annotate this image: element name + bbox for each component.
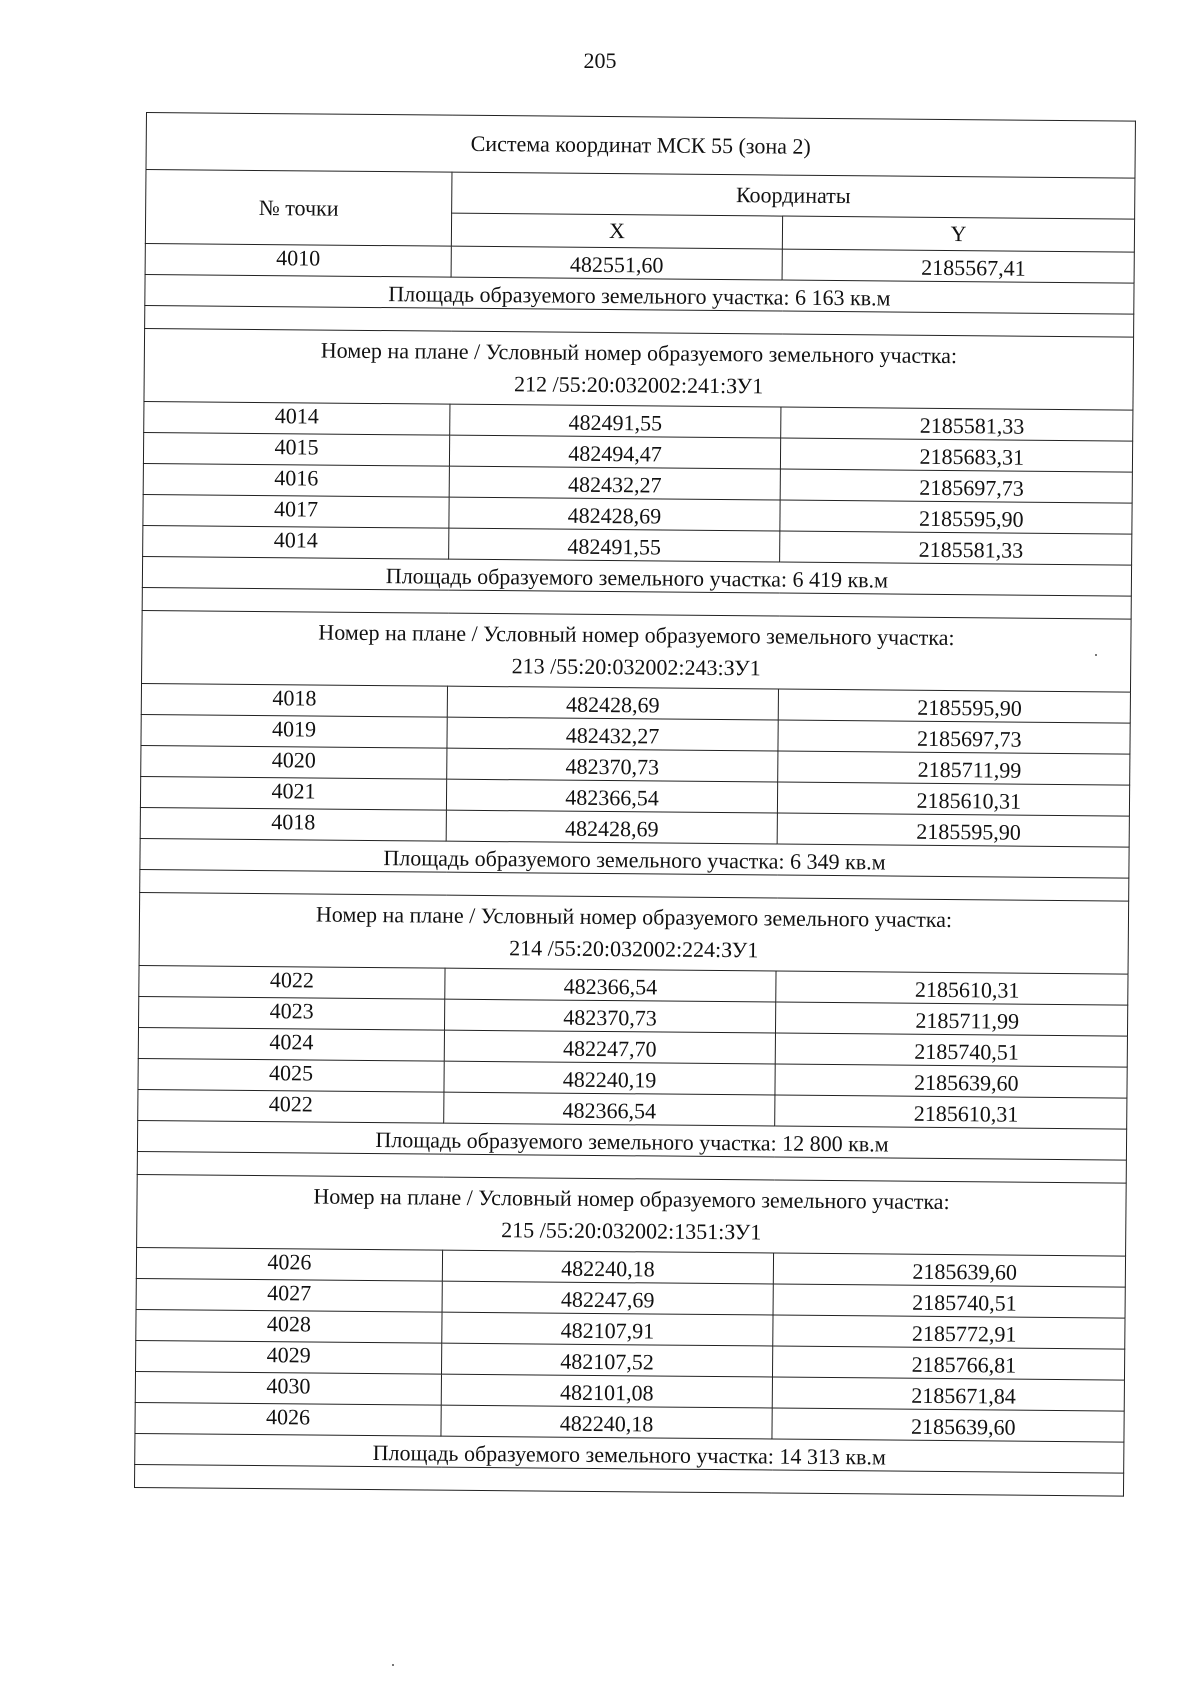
coordinates-table: [134, 112, 1136, 1497]
x-coordinate: 482432,27: [449, 466, 780, 500]
x-coordinate: 482428,69: [449, 497, 780, 531]
scan-speck: [392, 1664, 394, 1666]
point-number: 4024: [138, 1027, 444, 1061]
point-number: 4010: [145, 243, 451, 277]
y-coordinate: 2185581,33: [780, 531, 1132, 565]
point-number: 4026: [136, 1247, 442, 1281]
point-number: 4019: [141, 714, 447, 748]
parcel-header-row: [144, 328, 1134, 410]
x-coordinate: 482494,47: [449, 435, 780, 469]
x-coordinate: 482432,27: [447, 717, 778, 751]
y-coordinate: 2185567,41: [782, 249, 1134, 283]
point-number: 4026: [135, 1402, 441, 1436]
point-number: 4018: [140, 807, 446, 841]
parcel-header: [139, 892, 1129, 974]
parcel-header-row: [142, 610, 1132, 692]
x-coordinate: 482491,55: [449, 528, 780, 562]
y-coordinate: 2185697,73: [780, 469, 1132, 503]
parcel-title: Номер на плане / Условный номер образуемого земельного участка:: [315, 901, 953, 933]
y-coordinate: 2185683,31: [780, 438, 1132, 472]
point-number: 4014: [144, 401, 450, 435]
point-number: 4018: [141, 683, 447, 717]
x-coordinate: 482240,19: [444, 1061, 775, 1095]
y-coordinate: 2185711,99: [778, 751, 1130, 785]
parcel-header: [144, 328, 1134, 410]
coordinate-system-row: [146, 113, 1135, 179]
parcel-area: Площадь образуемого земельного участка: 14 313 кв.м: [135, 1433, 1124, 1473]
scan-speck: [1095, 654, 1097, 656]
y-coordinate: 2185595,90: [778, 689, 1130, 723]
y-header: Y: [782, 216, 1134, 252]
x-coordinate: 482370,73: [444, 999, 775, 1033]
point-number: 4029: [136, 1340, 442, 1374]
x-coordinate: 482491,55: [450, 404, 781, 438]
x-coordinate: 482101,08: [441, 1374, 772, 1408]
parcel-header-row: [139, 892, 1129, 974]
y-coordinate: 2185581,33: [781, 407, 1133, 441]
point-number: 4023: [139, 996, 445, 1030]
y-coordinate: 2185740,51: [775, 1033, 1127, 1067]
y-coordinate: 2185639,60: [772, 1408, 1124, 1442]
point-number: 4022: [138, 1089, 444, 1123]
parcel-header: [142, 610, 1132, 692]
parcel-number: 213 /55:20:032002:243:ЗУ1: [511, 653, 761, 681]
y-coordinate: 2185711,99: [775, 1002, 1127, 1036]
x-coordinate: 482366,54: [445, 968, 776, 1002]
page-number: 205: [583, 48, 617, 73]
x-header: X: [451, 213, 782, 249]
x-coordinate: 482247,69: [442, 1281, 773, 1315]
y-coordinate: 2185610,31: [776, 971, 1128, 1005]
y-coordinate: 2185740,51: [773, 1284, 1125, 1318]
point-number: 4021: [140, 776, 446, 810]
parcel-title: Номер на плане / Условный номер образуемого земельного участка:: [318, 619, 955, 651]
y-coordinate: 2185697,73: [778, 720, 1130, 754]
y-coordinate: 2185772,91: [773, 1315, 1125, 1349]
y-coordinate: 2185671,84: [772, 1377, 1124, 1411]
point-number: 4027: [136, 1278, 442, 1312]
y-coordinate: 2185610,31: [775, 1095, 1127, 1129]
point-number: 4017: [143, 494, 449, 528]
parcel-title: Номер на плане / Условный номер образуемого земельного участка:: [313, 1183, 950, 1215]
point-number: 4028: [136, 1309, 442, 1343]
coordinates-header: Координаты: [452, 172, 1135, 219]
parcel-header-row: [137, 1174, 1127, 1256]
parcel-area: Площадь образуемого земельного участка: 6 163 кв.м: [145, 274, 1134, 314]
y-coordinate: 2185595,90: [780, 500, 1132, 534]
parcel-number: 212 /55:20:032002:241:ЗУ1: [513, 371, 764, 399]
point-number: 4030: [135, 1371, 441, 1405]
x-coordinate: 482107,52: [441, 1343, 772, 1377]
point-number: 4020: [141, 745, 447, 779]
parcel-area: Площадь образуемого земельного участка: 6 349 кв.м: [140, 838, 1129, 878]
x-coordinate: 482240,18: [442, 1250, 773, 1284]
x-coordinate: 482107,91: [442, 1312, 773, 1346]
point-number-header: № точки: [145, 170, 452, 247]
parcel-area: Площадь образуемого земельного участка: 12 800 кв.м: [137, 1120, 1126, 1160]
x-coordinate: 482247,70: [444, 1030, 775, 1064]
parcel-number: 215 /55:20:032002:1351:ЗУ1: [501, 1217, 762, 1245]
x-coordinate: 482240,18: [441, 1405, 772, 1439]
x-coordinate: 482428,69: [446, 810, 777, 844]
x-coordinate: 482370,73: [447, 748, 778, 782]
x-coordinate: 482366,54: [444, 1092, 775, 1126]
y-coordinate: 2185766,81: [772, 1346, 1124, 1380]
point-number: 4014: [143, 525, 449, 559]
point-number: 4022: [139, 965, 445, 999]
point-number: 4016: [143, 463, 449, 497]
parcel-number: 214 /55:20:032002:224:ЗУ1: [509, 935, 759, 963]
y-coordinate: 2185610,31: [777, 782, 1129, 816]
parcel-area: Площадь образуемого земельного участка: 6 419 кв.м: [142, 556, 1131, 596]
parcel-header: [137, 1174, 1127, 1256]
x-coordinate: 482428,69: [447, 686, 778, 720]
y-coordinate: 2185639,60: [775, 1064, 1127, 1098]
parcel-title: Номер на плане / Условный номер образуемого земельного участка:: [320, 337, 958, 369]
header-row: [146, 170, 1135, 220]
y-coordinate: 2185595,90: [777, 813, 1129, 847]
y-coordinate: 2185639,60: [773, 1253, 1125, 1287]
point-number: 4025: [138, 1058, 444, 1092]
point-number: 4015: [143, 432, 449, 466]
x-coordinate: 482551,60: [451, 246, 782, 280]
x-coordinate: 482366,54: [446, 779, 777, 813]
coordinate-system-title: Система координат МСК 55 (зона 2): [146, 113, 1135, 179]
